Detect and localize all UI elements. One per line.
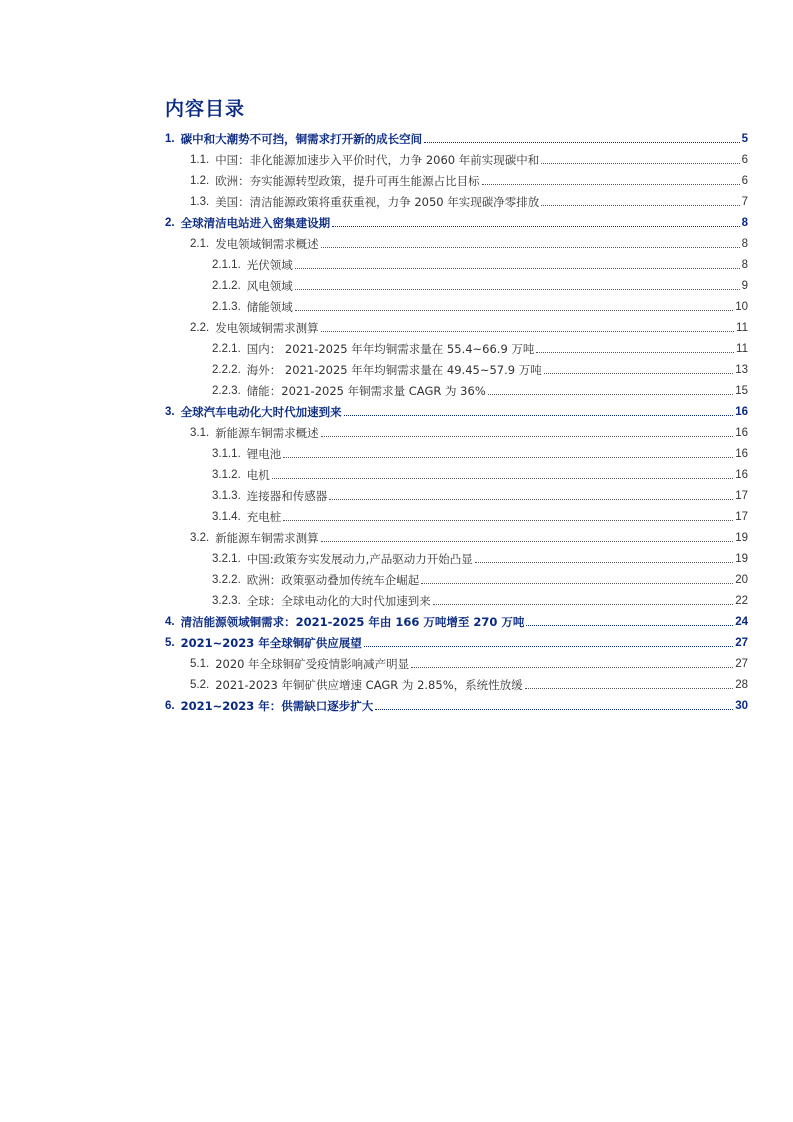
toc-entry-number: 4. [165,616,175,628]
toc-entry-number: 2.2.3. [212,385,241,397]
toc-entry-page-number: 6 [741,154,748,166]
toc-entry-number: 1.3. [190,196,210,208]
toc-entry-number: 2.1.1. [212,259,241,271]
toc-dot-leader [526,625,733,626]
toc-entry-title: 新能源车铜需求概述 [215,426,319,440]
toc-dot-leader [321,331,734,332]
toc-entry[interactable] [190,677,748,693]
toc-entry[interactable] [190,530,748,546]
toc-entry-title: 中国:政策夯实发展动力,产品驱动力开始凸显 [246,552,473,566]
toc-entry[interactable] [212,257,748,273]
toc-entry-page-number: 17 [735,490,748,502]
toc-entry-number: 3.1.3. [212,490,241,502]
toc-entry-page-number: 9 [741,280,748,292]
toc-dot-leader [283,520,733,521]
toc-dot-leader [295,289,740,290]
toc-dot-leader [321,247,740,248]
toc-entry[interactable] [212,278,748,294]
toc-dot-leader [411,667,733,668]
toc-entry[interactable] [212,341,748,357]
toc-entry-number: 3.2.1. [212,553,241,565]
toc-entry[interactable] [190,152,748,168]
toc-entry-title: 清洁能源领域铜需求：2021-2025 年由 166 万吨增至 270 万吨 [180,615,525,629]
toc-entry-number: 5.1. [190,658,210,670]
toc-entry-title: 全球汽车电动化大时代加速到来 [180,405,342,419]
toc-dot-leader [525,688,734,689]
toc-entry[interactable] [165,614,748,630]
toc-entry[interactable] [190,656,748,672]
toc-entry-page-number: 16 [735,448,748,460]
toc-entry-page-number: 17 [735,511,748,523]
toc-entry-title: 新能源车铜需求测算 [215,531,319,545]
toc-dot-leader [321,436,734,437]
toc-entry-page-number: 11 [736,322,748,334]
toc-dot-leader [295,310,733,311]
toc-entry-number: 3. [165,406,175,418]
toc-entry-page-number: 16 [735,427,748,439]
toc-entry-number: 5. [165,637,175,649]
toc-entry-number: 3.1.2. [212,469,241,481]
toc-entry-number: 2.2. [190,322,210,334]
toc-dot-leader [375,709,733,710]
toc-dot-leader [364,646,733,647]
toc-entry-title: 储能领域 [246,300,293,314]
toc-entry-title: 欧洲：夯实能源转型政策，提升可再生能源占比目标 [215,174,480,188]
toc-entry-page-number: 27 [735,637,748,649]
toc-entry-number: 2.1.2. [212,280,241,292]
toc-dot-leader [536,352,734,353]
toc-entry-number: 2.1.3. [212,301,241,313]
toc-entry-page-number: 6 [741,175,748,187]
toc-dot-leader [332,226,740,227]
toc-entry-page-number: 24 [735,616,748,628]
toc-entry-page-number: 22 [735,595,748,607]
toc-entry-number: 6. [165,700,175,712]
toc-dot-leader [482,184,740,185]
toc-dot-leader [424,142,740,143]
toc-entry-page-number: 27 [735,658,748,670]
toc-entry-number: 3.2.3. [212,595,241,607]
toc-dot-leader [344,415,734,416]
toc-entry-page-number: 15 [735,385,748,397]
toc-entry-page-number: 28 [735,679,748,691]
toc-entry-page-number: 16 [735,469,748,481]
toc-entry-number: 3.1.1. [212,448,241,460]
toc-entry-number: 1.1. [190,154,210,166]
toc-entry-number: 3.2.2. [212,574,241,586]
toc-entry[interactable] [165,131,748,147]
toc-entry-number: 2.2.2. [212,364,241,376]
toc-dot-leader [283,457,733,458]
toc-entry-title: 发电领域铜需求概述 [215,237,319,251]
toc-entry-page-number: 19 [735,532,748,544]
toc-entry[interactable] [212,593,748,609]
toc-entry[interactable] [165,215,748,231]
toc-entry-title: 2020 年全球铜矿受疫情影响减产明显 [215,657,410,671]
toc-entry-title: 全球：全球电动化的大时代加速到来 [246,594,431,608]
toc-entry-title: 中国：非化能源加速步入平价时代，力争 2060 年前实现碳中和 [215,153,540,167]
toc-dot-leader [321,541,734,542]
toc-entry-title: 海外： 2021-2025 年年均铜需求量在 49.45~57.9 万吨 [246,363,542,377]
toc-entry[interactable] [190,320,748,336]
toc-entry-number: 3.1.4. [212,511,241,523]
toc-entry-title: 连接器和传感器 [246,489,328,503]
toc-entry-number: 1.2. [190,175,210,187]
toc-entry-page-number: 7 [741,196,748,208]
toc-dot-leader [488,394,733,395]
toc-entry-title: 国内： 2021-2025 年年均铜需求量在 55.4~66.9 万吨 [246,342,535,356]
toc-dot-leader [329,499,733,500]
toc-dot-leader [475,562,733,563]
toc-entry-page-number: 8 [741,217,748,229]
toc-entry-title: 美国：清洁能源政策将重获重视，力争 2050 年实现碳净零排放 [215,195,540,209]
toc-entry-page-number: 30 [735,700,748,712]
toc-entry-number: 2.2.1. [212,343,241,355]
toc-entry-page-number: 16 [735,406,748,418]
toc-entry-number: 2.1. [190,238,210,250]
toc-entry[interactable] [212,467,748,483]
toc-dot-leader [433,604,733,605]
toc-entry-number: 2. [165,217,175,229]
toc-entry-number: 3.1. [190,427,210,439]
toc-entry-title: 2021-2023 年铜矿供应增速 CAGR 为 2.85%，系统性放缓 [215,678,523,692]
toc-entry[interactable] [165,698,748,714]
toc-title: 内容目录 [165,98,246,120]
toc-entry-page-number: 10 [735,301,748,313]
toc-entry-page-number: 11 [736,343,748,355]
toc-entry-title: 全球清洁电站进入密集建设期 [180,216,331,230]
toc-entry-page-number: 13 [735,364,748,376]
toc-entry-title: 2021~2023 年全球铜矿供应展望 [180,636,362,650]
toc-entry-title: 2021~2023 年：供需缺口逐步扩大 [180,699,374,713]
toc-entry[interactable] [212,446,748,462]
toc-entry[interactable] [165,404,748,420]
toc-dot-leader [541,163,739,164]
toc-entry-page-number: 20 [735,574,748,586]
toc-entry-title: 电机 [246,468,270,482]
toc-entry[interactable] [165,635,748,651]
toc-entry-title: 锂电池 [246,447,282,461]
toc-entry-title: 发电领域铜需求测算 [215,321,319,335]
toc-dot-leader [421,583,733,584]
toc-entry-title: 储能：2021-2025 年铜需求量 CAGR 为 36% [246,384,486,398]
toc-entry[interactable] [212,362,748,378]
toc-dot-leader [541,205,739,206]
toc-entry-title: 风电领域 [246,279,293,293]
toc-entry-page-number: 8 [741,238,748,250]
toc-entry-title: 欧洲：政策驱动叠加传统车企崛起 [246,573,420,587]
toc-entry[interactable] [190,194,748,210]
toc-dot-leader [295,268,740,269]
toc-entry[interactable] [212,383,748,399]
toc-entry[interactable] [190,425,748,441]
toc-entry[interactable] [212,509,748,525]
toc-entry-title: 光伏领域 [246,258,293,272]
toc-entry-page-number: 19 [735,553,748,565]
toc-entry[interactable] [190,173,748,189]
toc-entry-page-number: 8 [741,259,748,271]
toc-entry-title: 充电桩 [246,510,282,524]
toc-entry[interactable] [190,236,748,252]
toc-entry[interactable] [212,299,748,315]
toc-entry-page-number: 5 [741,133,748,145]
toc-entry-number: 3.2. [190,532,210,544]
toc-entry[interactable] [212,572,748,588]
toc-entry-number: 1. [165,133,175,145]
toc-entry-title: 碳中和大潮势不可挡，铜需求打开新的成长空间 [180,132,423,146]
toc-dot-leader [544,373,733,374]
toc-entry[interactable] [212,551,748,567]
toc-entry-number: 5.2. [190,679,210,691]
toc-entry[interactable] [212,488,748,504]
toc-dot-leader [272,478,733,479]
